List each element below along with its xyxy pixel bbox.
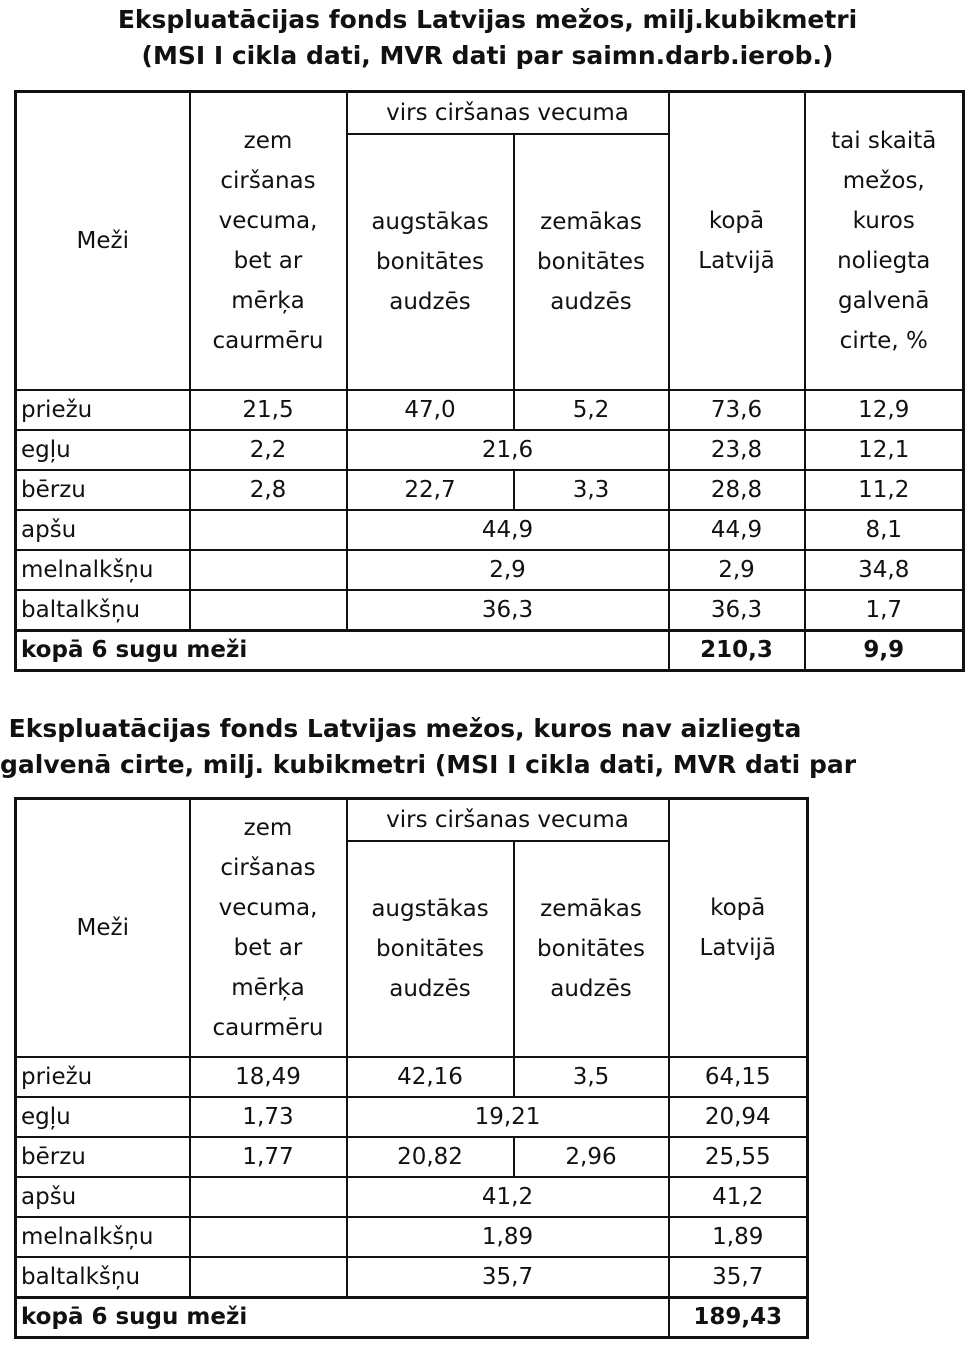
row-name: melnalkšņu xyxy=(16,1217,190,1257)
cell-zem: 2,8 xyxy=(190,470,347,510)
table-row xyxy=(16,470,964,510)
header-virs-cirsanas-vecuma: virs ciršanas vecuma xyxy=(347,799,669,842)
table-row xyxy=(16,1257,808,1297)
total-kopa: 210,3 xyxy=(669,630,805,670)
header-kopa-latvija: kopā Latvijā xyxy=(669,799,808,1058)
header-mezi: Meži xyxy=(16,799,190,1058)
cell-zemak: 3,5 xyxy=(514,1057,669,1097)
cell-zem: 18,49 xyxy=(190,1057,347,1097)
cell-zemak: 2,96 xyxy=(514,1137,669,1177)
table-row xyxy=(16,1177,808,1217)
row-name: baltalkšņu xyxy=(16,1257,190,1297)
total-tai: 9,9 xyxy=(805,630,964,670)
header-zemakas-bonitates: zemākas bonitātes audzēs xyxy=(514,841,669,1057)
cell-tai: 11,2 xyxy=(805,470,964,510)
cell-zem: 1,73 xyxy=(190,1097,347,1137)
cell-augst: 47,0 xyxy=(347,390,514,430)
cell-augst: 22,7 xyxy=(347,470,514,510)
cell-virs: 41,2 xyxy=(347,1177,669,1217)
cell-kopa: 1,89 xyxy=(669,1217,808,1257)
cell-zem: 1,77 xyxy=(190,1137,347,1177)
cell-kopa: 73,6 xyxy=(669,390,805,430)
cell-zem xyxy=(190,510,347,550)
total-label: kopā 6 sugu meži xyxy=(16,1297,669,1337)
row-name: baltalkšņu xyxy=(16,590,190,630)
table2 xyxy=(14,797,809,1339)
cell-virs: 44,9 xyxy=(347,510,669,550)
row-name: bērzu xyxy=(16,470,190,510)
cell-virs: 1,89 xyxy=(347,1217,669,1257)
header-kopa-latvija: kopā Latvijā xyxy=(669,92,805,391)
header-zem-cirsanas-vecuma: zem ciršanas vecuma, bet ar mērķa caurmēru xyxy=(190,92,347,391)
cell-zem: 21,5 xyxy=(190,390,347,430)
cell-zem xyxy=(190,590,347,630)
header-mezi: Meži xyxy=(16,92,190,391)
cell-kopa: 41,2 xyxy=(669,1177,808,1217)
cell-zemak: 5,2 xyxy=(514,390,669,430)
row-name: priežu xyxy=(16,390,190,430)
cell-virs: 21,6 xyxy=(347,430,669,470)
cell-zem xyxy=(190,550,347,590)
table-row xyxy=(16,510,964,550)
row-name: bērzu xyxy=(16,1137,190,1177)
cell-tai: 8,1 xyxy=(805,510,964,550)
total-row xyxy=(16,1297,808,1337)
cell-kopa: 2,9 xyxy=(669,550,805,590)
cell-tai: 1,7 xyxy=(805,590,964,630)
row-name: melnalkšņu xyxy=(16,550,190,590)
cell-kopa: 20,94 xyxy=(669,1097,808,1137)
cell-tai: 12,1 xyxy=(805,430,964,470)
header-augstakas-bonitates: augstākas bonitātes audzēs xyxy=(347,841,514,1057)
cell-augst: 42,16 xyxy=(347,1057,514,1097)
cell-kopa: 36,3 xyxy=(669,590,805,630)
cell-zemak: 3,3 xyxy=(514,470,669,510)
row-name: apšu xyxy=(16,1177,190,1217)
row-name: priežu xyxy=(16,1057,190,1097)
row-name: egļu xyxy=(16,430,190,470)
table-row xyxy=(16,590,964,630)
cell-zem: 2,2 xyxy=(190,430,347,470)
header-virs-cirsanas-vecuma: virs ciršanas vecuma xyxy=(347,92,669,135)
header-augstakas-bonitates: augstākas bonitātes audzēs xyxy=(347,134,514,390)
total-kopa: 189,43 xyxy=(669,1297,808,1337)
table1-title xyxy=(0,2,975,74)
cell-kopa: 35,7 xyxy=(669,1257,808,1297)
table1-title-line-1: Ekspluatācijas fonds Latvijas mežos, milj.kubikmetri xyxy=(117,5,858,34)
cell-kopa: 44,9 xyxy=(669,510,805,550)
cell-zem xyxy=(190,1177,347,1217)
cell-zem xyxy=(190,1257,347,1297)
cell-virs: 35,7 xyxy=(347,1257,669,1297)
table-row xyxy=(16,550,964,590)
cell-virs: 36,3 xyxy=(347,590,669,630)
header-tai-skaita: tai skaitā mežos, kuros noliegta galvenā cirte, % xyxy=(805,92,964,391)
cell-kopa: 64,15 xyxy=(669,1057,808,1097)
table-row xyxy=(16,390,964,430)
row-name: egļu xyxy=(16,1097,190,1137)
cell-kopa: 25,55 xyxy=(669,1137,808,1177)
table-row xyxy=(16,1097,808,1137)
table-row xyxy=(16,1137,808,1177)
cell-virs: 2,9 xyxy=(347,550,669,590)
cell-augst: 20,82 xyxy=(347,1137,514,1177)
total-row xyxy=(16,630,964,670)
cell-tai: 34,8 xyxy=(805,550,964,590)
cell-virs: 19,21 xyxy=(347,1097,669,1137)
cell-tai: 12,9 xyxy=(805,390,964,430)
table-row xyxy=(16,1057,808,1097)
header-zemakas-bonitates: zemākas bonitātes audzēs xyxy=(514,134,669,390)
table2-title-line-2: galvenā cirte, milj. kubikmetri (MSI I cikla dati, MVR dati par xyxy=(0,750,857,779)
table-row xyxy=(16,430,964,470)
table2-title xyxy=(0,711,857,783)
cell-kopa: 28,8 xyxy=(669,470,805,510)
table1-title-line-2: (MSI I cikla dati, MVR dati par saimn.darb.ierob.) xyxy=(141,41,834,70)
table2-title-line-1: Ekspluatācijas fonds Latvijas mežos, kuros nav aizliegta xyxy=(8,714,802,743)
table1 xyxy=(14,90,965,672)
table-row xyxy=(16,1217,808,1257)
cell-kopa: 23,8 xyxy=(669,430,805,470)
row-name: apšu xyxy=(16,510,190,550)
total-label: kopā 6 sugu meži xyxy=(16,630,669,670)
header-zem-cirsanas-vecuma: zem ciršanas vecuma, bet ar mērķa caurmēru xyxy=(190,799,347,1058)
cell-zem xyxy=(190,1217,347,1257)
